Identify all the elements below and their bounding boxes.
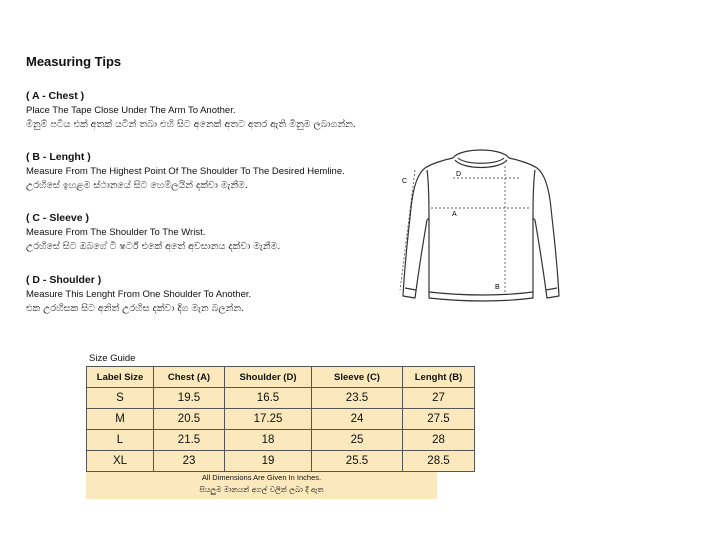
table-cell: 27.5 xyxy=(403,409,475,430)
tip-length xyxy=(26,151,406,191)
shirt-outline-icon xyxy=(395,148,570,308)
tip-sinhala-text: උරහිසේ සිට ඔබගේ ටී ෂර්ට් එකේ අතේ අවසානය දක්වා මැනීම. xyxy=(26,241,281,252)
tip-sinhala-text: උරහිසේ ඉහළම ස්ථානයේ සිට හෙම්ලයින් දක්වා මැනීම. xyxy=(26,180,248,191)
size-guide-title: Size Guide xyxy=(89,353,136,364)
table-cell: 19 xyxy=(225,451,312,472)
label-a: A xyxy=(452,211,457,218)
table-cell: L xyxy=(87,430,154,451)
table-row xyxy=(87,388,475,409)
table-cell: 17.25 xyxy=(225,409,312,430)
table-cell: 19.5 xyxy=(154,388,225,409)
tip-english-text: Measure From The Highest Point Of The Shoulder To The Desired Hemline. xyxy=(26,166,345,177)
size-guide-table xyxy=(86,366,475,472)
table-cell: 25.5 xyxy=(312,451,403,472)
table-cell: 28 xyxy=(403,430,475,451)
size-guide-note xyxy=(86,472,437,499)
shirt-measurement-diagram xyxy=(395,148,570,308)
tip-heading: ( A - Chest ) xyxy=(26,90,85,102)
table-cell: XL xyxy=(87,451,154,472)
tip-sinhala-text: එක උරහිසක සිට අනිත් උරහිස දක්වා දිග මැන බලන්න. xyxy=(26,303,245,314)
header-sleeve: Sleeve (C) xyxy=(312,367,403,388)
note-sinhala: සියලුම මානයන් අගල් වලින් ලබා දී ඇත xyxy=(199,485,324,494)
table-cell: 23 xyxy=(154,451,225,472)
header-label-size: Label Size xyxy=(87,367,154,388)
tip-heading: ( C - Sleeve ) xyxy=(26,212,90,224)
label-d: D xyxy=(456,171,462,178)
page-title: Measuring Tips xyxy=(26,54,122,69)
table-cell: S xyxy=(87,388,154,409)
tip-english-text: Measure This Lenght From One Shoulder To Another. xyxy=(26,289,252,300)
table-cell: 21.5 xyxy=(154,430,225,451)
table-cell: 28.5 xyxy=(403,451,475,472)
header-chest: Chest (A) xyxy=(154,367,225,388)
table-cell: 20.5 xyxy=(154,409,225,430)
table-cell: 16.5 xyxy=(225,388,312,409)
table-cell: 23.5 xyxy=(312,388,403,409)
table-row xyxy=(87,451,475,472)
tip-sinhala-text: මිනුම් පටිය එක් අතක් යටින් තබා එහි සිට අනෙක් අතට අතර ඇති මිනුම ලබාගන්න. xyxy=(26,119,356,130)
tip-english-text: Place The Tape Close Under The Arm To Another. xyxy=(26,105,236,116)
table-row xyxy=(87,409,475,430)
table-cell: 24 xyxy=(312,409,403,430)
table-cell: M xyxy=(87,409,154,430)
tip-heading: ( B - Lenght ) xyxy=(26,151,91,163)
table-cell: 18 xyxy=(225,430,312,451)
tip-chest xyxy=(26,90,406,130)
table-row xyxy=(87,430,475,451)
label-c: C xyxy=(402,178,408,185)
tip-english-text: Measure From The Shoulder To The Wrist. xyxy=(26,227,206,238)
tip-heading: ( D - Shoulder ) xyxy=(26,274,102,286)
tip-sleeve xyxy=(26,212,406,252)
table-header-row xyxy=(87,367,475,388)
table-cell: 27 xyxy=(403,388,475,409)
tip-shoulder xyxy=(26,274,406,314)
table-cell: 25 xyxy=(312,430,403,451)
label-b: B xyxy=(495,284,500,291)
header-length: Lenght (B) xyxy=(403,367,475,388)
header-shoulder: Shoulder (D) xyxy=(225,367,312,388)
note-english: All Dimensions Are Given In Inches. xyxy=(201,473,322,482)
